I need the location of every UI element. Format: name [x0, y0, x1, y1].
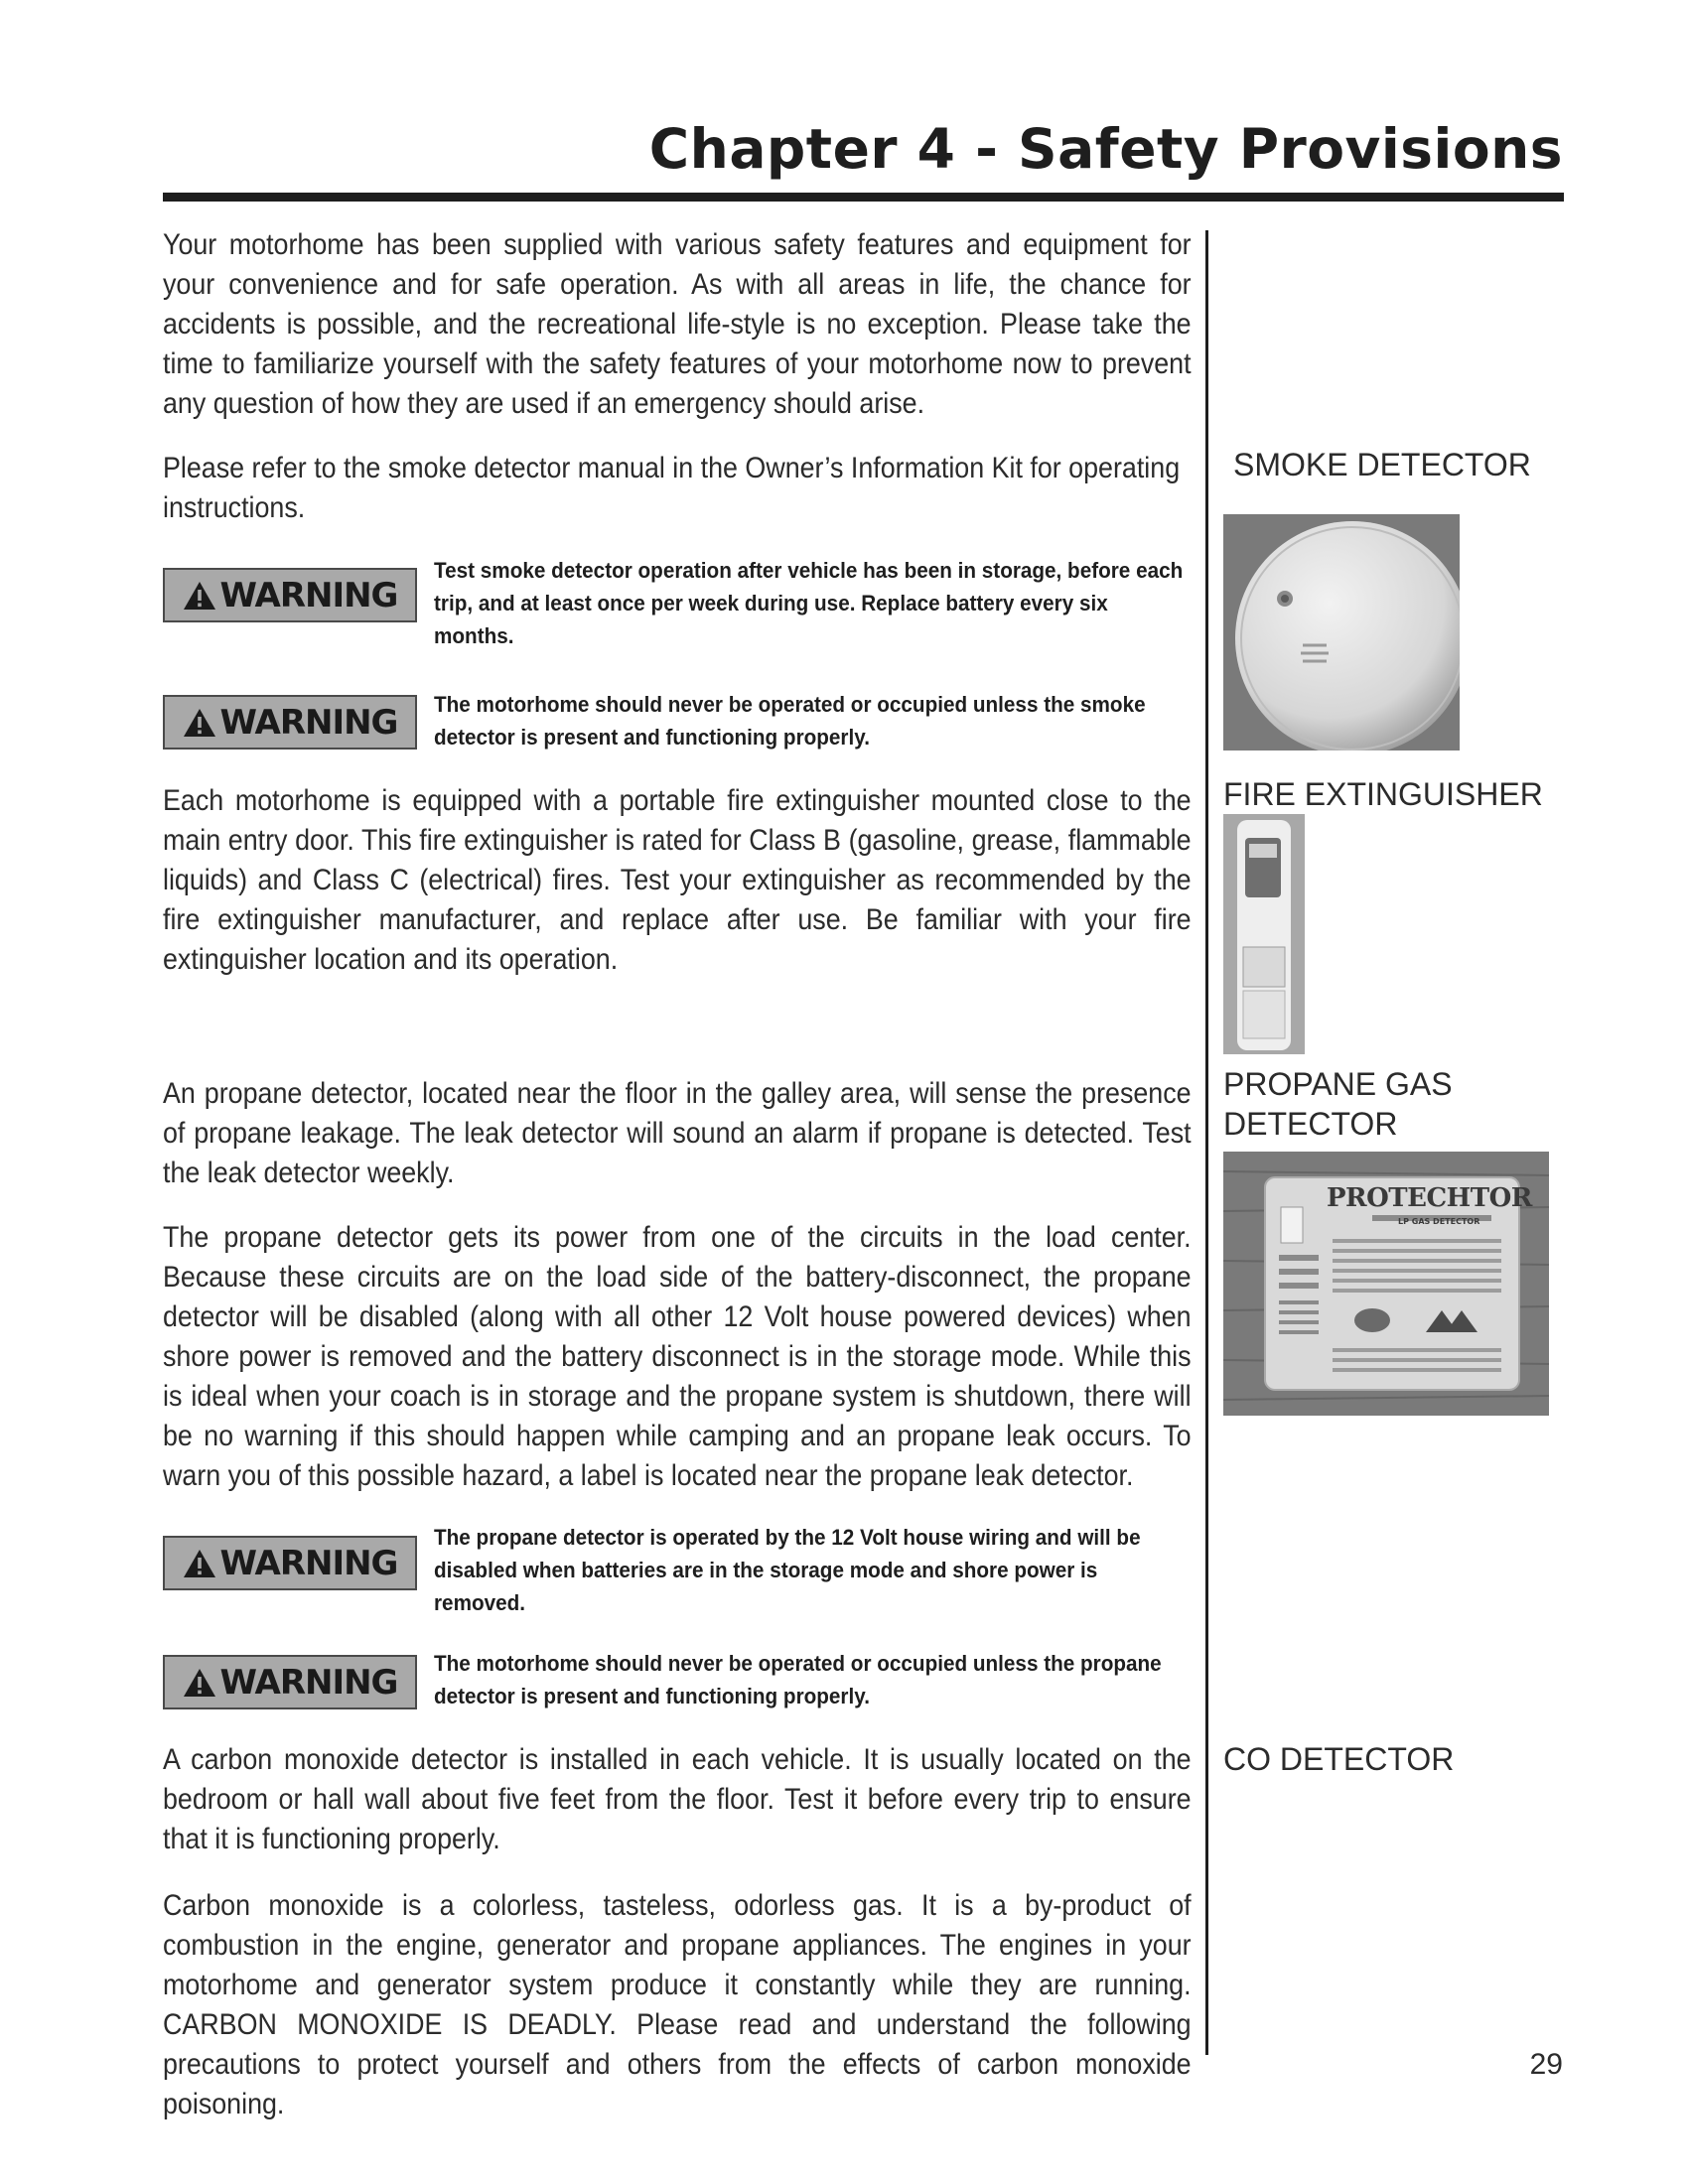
page-number: 29: [1529, 2048, 1563, 2081]
fire-extinguisher-label: FIRE EXTINGUISHER: [1223, 776, 1543, 812]
fire-extinguisher-photo: [1223, 814, 1305, 1054]
propane-power-paragraph: The propane detector gets its power from one of the circuits in the load center. Because these circuits are on the load side of the battery-disconnect, the propane detector will be disabled (along with all other 12 Volt house powered devices) when shore power is removed and the battery disconnect is in the storage mode. While this is ideal when your coach is in storage and the propane system is shutdown, there will be no warning if this should happen while camping and an propane leak occurs. To warn you of this possible hazard, a label is located near the propane leak detector.: [163, 1221, 1192, 1492]
warning-text: The motorhome should never be operated or occupied unless the propane detector is present and functioning properly.: [434, 1651, 1162, 1708]
warning-badge: [163, 695, 417, 750]
warning-triangle-icon: [183, 1668, 216, 1698]
warning-badge-label: WARNING: [219, 575, 398, 615]
protector-brand-text: PROTECHTOR: [1327, 1183, 1532, 1213]
warning-triangle-icon: [183, 708, 216, 738]
warning-triangle-icon: [183, 581, 216, 611]
smoke-detector-photo: [1223, 514, 1460, 751]
warning-text: Test smoke detector operation after vehicle has been in storage, before each trip, and at least once per week during use. Replace battery every six months.: [434, 558, 1184, 648]
co-gas-paragraph: Carbon monoxide is a colorless, tasteless, odorless gas. It is a by-product of combustion in the engine, generator and propane appliances. The engines in your motorhome and generator system produce it constantly while they are running. CARBON MONOXIDE IS DEADLY. Please read and understand the following precautions to protect yourself and others from the effects of carbon monoxide poisoning.: [163, 1889, 1192, 2120]
warning-text: The motorhome should never be operated or occupied unless the smoke detector is present and functioning properly.: [434, 692, 1146, 750]
co-detector-paragraph: A carbon monoxide detector is installed in each vehicle. It is usually located on the bedroom or hall wall about five feet from the floor. Test it before every trip to ensure that it is functioning properly.: [163, 1743, 1192, 1855]
warning-badge-label: WARNING: [219, 1662, 398, 1703]
propane-gas-label-line2: DETECTOR: [1223, 1106, 1398, 1142]
propane-detector-photo: [1223, 1152, 1549, 1416]
warning-badge-label: WARNING: [219, 702, 398, 743]
warning-badge: [163, 1536, 417, 1590]
intro-paragraph: Your motorhome has been supplied with various safety features and equipment for your convenience and for safe operation. As with all areas in life, the chance for accidents is possible, and the recreational life-style is no exception. Please take the time to familiarize yourself with the safety features of your motorhome now to prevent any question of how they are used if an emergency should arise.: [163, 228, 1192, 420]
propane-detector-paragraph: An propane detector, located near the floor in the galley area, will sense the presence of propane leakage. The leak detector will sound an alarm if propane is detected. Test the leak detector weekly.: [163, 1077, 1192, 1189]
smoke-manual-paragraph: Please refer to the smoke detector manual in the Owner’s Information Kit for operating instructions.: [163, 452, 1181, 524]
propane-gas-label-line1: PROPANE GAS: [1223, 1066, 1453, 1102]
smoke-detector-label: SMOKE DETECTOR: [1233, 447, 1531, 482]
warning-triangle-icon: [183, 1549, 216, 1578]
protector-subtitle-text: LP GAS DETECTOR: [1398, 1217, 1480, 1226]
column-divider: [1205, 230, 1208, 2055]
warning-badge: [163, 1655, 417, 1709]
fire-extinguisher-paragraph: Each motorhome is equipped with a portable fire extinguisher mounted close to the main entry door. This fire extinguisher is rated for Class B (gasoline, grease, flammable liquids) and Class C (electrical) fires. Test your extinguisher as recommended by the fire extinguisher manufacturer, and replace after use. Be familiar with your fire extinguisher location and its operation.: [163, 784, 1192, 976]
warning-text: The propane detector is operated by the 12 Volt house wiring and will be disabled when batteries are in the storage mode and shore power is removed.: [434, 1525, 1141, 1615]
warning-badge-label: WARNING: [219, 1543, 398, 1583]
title-rule: [163, 193, 1564, 202]
chapter-title: Chapter 4 - Safety Provisions: [648, 117, 1563, 181]
co-detector-label: CO DETECTOR: [1223, 1741, 1455, 1777]
warning-badge: [163, 568, 417, 622]
